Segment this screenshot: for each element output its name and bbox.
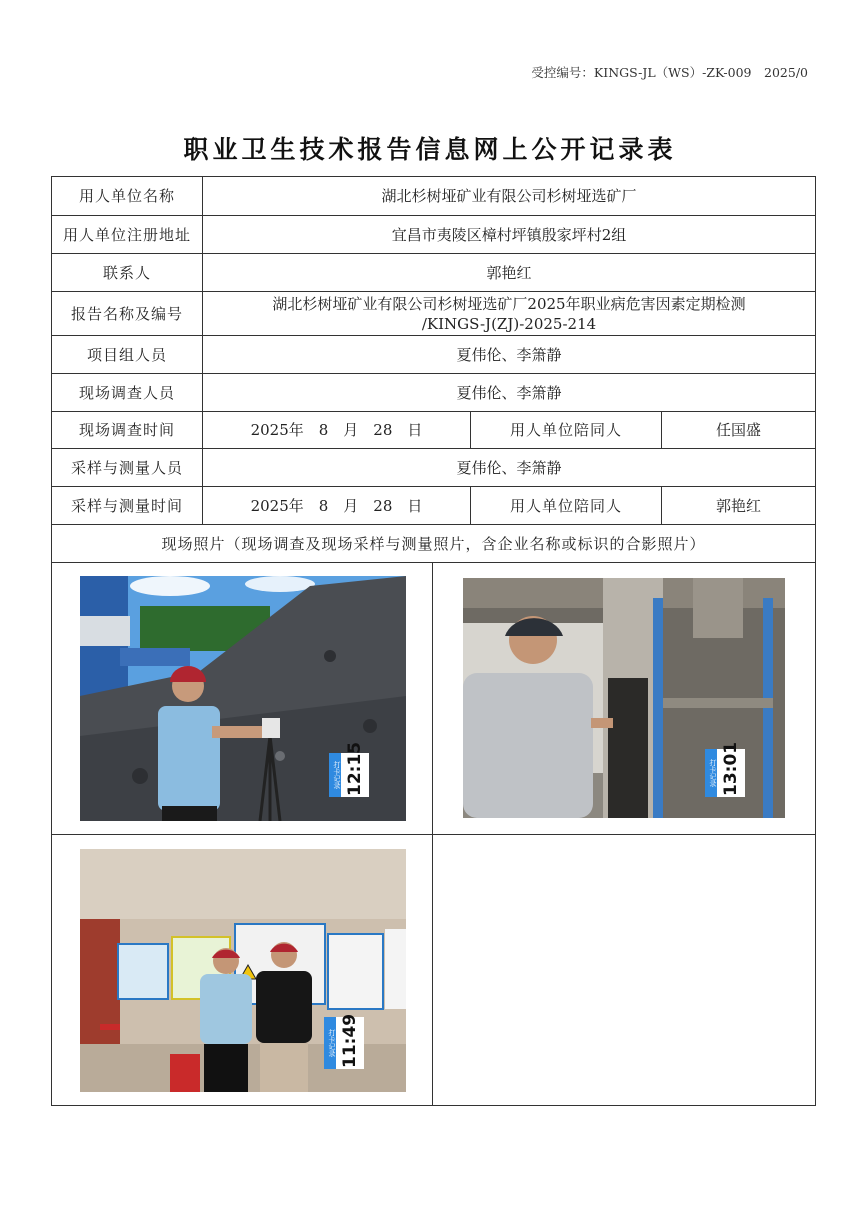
photo-slot [433,563,816,835]
contact-value: 郭艳红 [203,254,816,292]
sampling-time-label: 采样与测量时间 [52,487,203,525]
timestamp-tag: 打卡记录 [329,753,341,797]
employer-address-value: 宜昌市夷陵区樟村坪镇殷家坪村2组 [203,216,816,254]
table-row [52,563,816,1106]
sampling-escort-value: 郭艳红 [662,487,816,525]
employer-name-value: 湖北杉树垭矿业有限公司杉树垭选矿厂 [203,177,816,216]
table-row [52,487,816,525]
table-row [52,216,816,254]
timestamp-tag: 打卡记录 [324,1017,336,1069]
timestamp-tag: 打卡记录 [705,749,717,797]
table-row [52,177,816,216]
timestamp-time: 13:01 [717,749,745,797]
table-row [52,374,816,412]
survey-escort-label: 用人单位陪同人 [471,412,662,449]
report-label: 报告名称及编号 [52,292,203,336]
table-row [52,254,816,292]
table-row [52,525,816,563]
report-value-line1: 湖北杉树垭矿业有限公司杉树垭选矿厂2025年职业病危害因素定期检测 [272,294,746,313]
project-team-value: 夏伟伦、李箫静 [203,336,816,374]
report-value-line2: /KINGS-J(ZJ)-2025-214 [421,314,597,333]
photo-slot [52,835,433,1105]
survey-escort-value: 任国盛 [662,412,816,449]
table-row [52,292,816,336]
photo-slot [52,563,433,835]
table-row [52,449,816,487]
survey-staff-value: 夏伟伦、李箫静 [203,374,816,412]
page-title: 职业卫生技术报告信息网上公开记录表 [183,135,677,164]
table-row [52,336,816,374]
contact-label: 联系人 [52,254,203,292]
sampling-time-value: 2025年 8 月 28 日 [203,487,471,525]
survey-staff-label: 现场调查人员 [52,374,203,412]
report-value [203,292,816,336]
timestamp-time: 11:49 [336,1017,364,1069]
table-row [52,412,816,449]
survey-time-label: 现场调查时间 [52,412,203,449]
timestamp-badge [324,1013,364,1069]
empty-photo-slot [433,835,816,1105]
sampling-staff-value: 夏伟伦、李箫静 [203,449,816,487]
record-table [51,176,816,1106]
sampling-staff-label: 采样与测量人员 [52,449,203,487]
timestamp-time: 12:15 [341,753,369,797]
employer-address-label: 用人单位注册地址 [52,216,203,254]
photos-heading: 现场照片（现场调查及现场采样与测量照片，含企业名称或标识的合影照片） [52,525,816,563]
document-control-number: 受控编号：KINGS-JL（WS）-ZK-009 2025/0 [531,65,808,80]
survey-time-value: 2025年 8 月 28 日 [203,412,471,449]
timestamp-badge [329,741,369,797]
photos-area [52,563,816,1106]
timestamp-badge [705,741,745,797]
employer-name-label: 用人单位名称 [52,177,203,216]
project-team-label: 项目组人员 [52,336,203,374]
sampling-escort-label: 用人单位陪同人 [471,487,662,525]
